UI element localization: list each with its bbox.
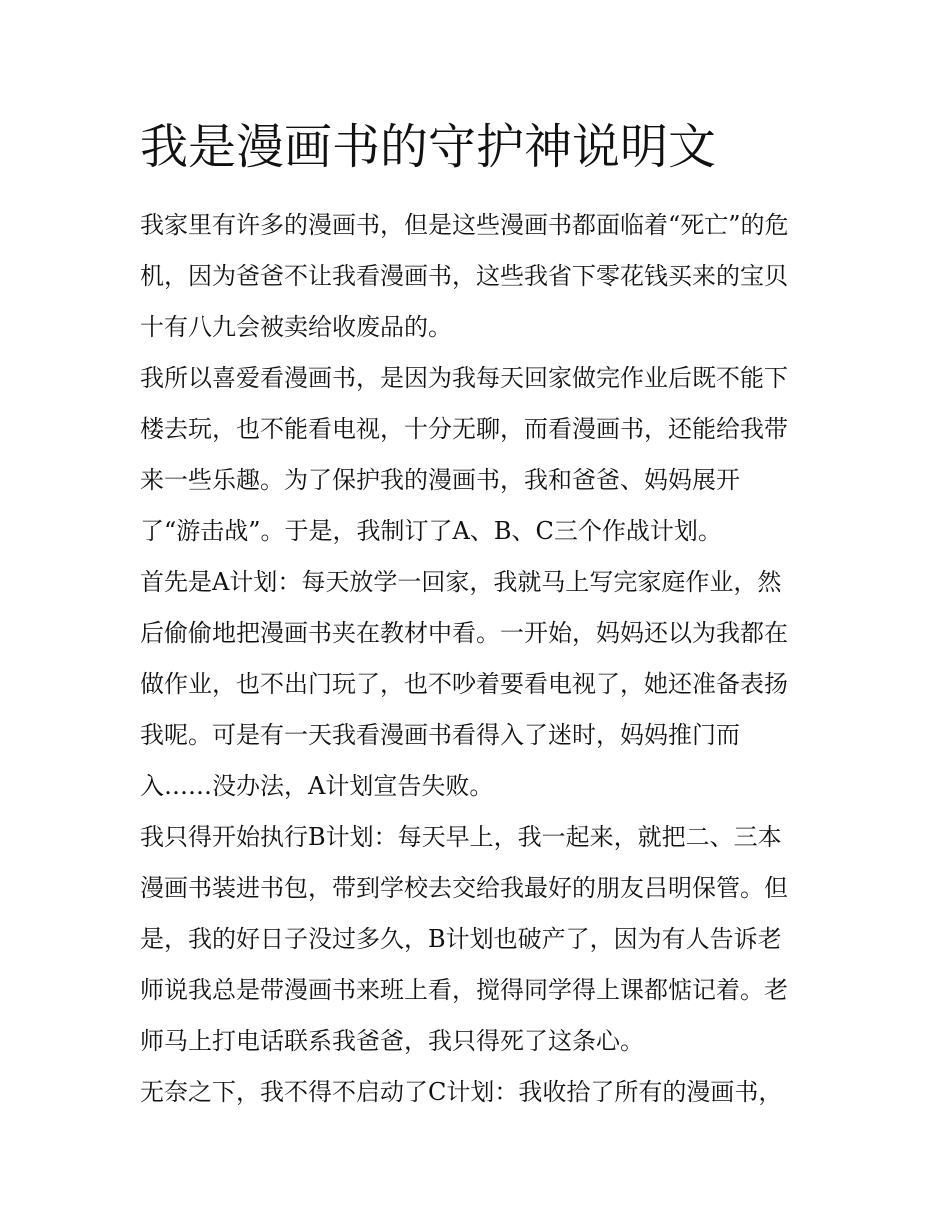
document-content: [140, 118, 820, 1118]
paragraph-4: [140, 812, 820, 1067]
text-line: 入……没办法，A计划宣告失败。: [140, 772, 494, 800]
text-line: 楼去玩，也不能看电视，十分无聊，而看漫画书，还能给我带: [140, 415, 788, 443]
text-line: 做作业，也不出门玩了，也不吵着要看电视了，她还准备表扬: [140, 670, 788, 698]
text-line: 无奈之下，我不得不启动了C计划：我收拾了所有的漫画书，: [140, 1078, 783, 1106]
text-line: 来一些乐趣。为了保护我的漫画书，我和爸爸、妈妈展开: [140, 466, 740, 494]
text-line: 是，我的好日子没过多久，B计划也破产了，因为有人告诉老: [140, 925, 782, 953]
text-line: 漫画书装进书包，带到学校去交给我最好的朋友吕明保管。但: [140, 874, 788, 902]
text-line: 了“游击战”。于是，我制订了A、B、C三个作战计划。: [140, 517, 722, 545]
paragraph-5: [140, 1067, 820, 1118]
text-line: 我呢。可是有一天我看漫画书看得入了迷时，妈妈推门而: [140, 721, 740, 749]
text-line: 首先是A计划：每天放学一回家，我就马上写完家庭作业，然: [140, 568, 782, 596]
text-line: 十有八九会被卖给收废品的。: [140, 313, 452, 341]
text-line: 后偷偷地把漫画书夹在教材中看。一开始，妈妈还以为我都在: [140, 619, 788, 647]
text-line: 我家里有许多的漫画书，但是这些漫画书都面临着“死亡”的危: [140, 211, 789, 239]
document-title: 我是漫画书的守护神说明文: [140, 119, 717, 175]
text-line: 我只得开始执行B计划：每天早上，我一起来，就把二、三本: [140, 823, 782, 851]
text-line: 师说我总是带漫画书来班上看，搅得同学得上课都惦记着。老: [140, 976, 788, 1004]
text-line: 师马上打电话联系我爸爸，我只得死了这条心。: [140, 1027, 644, 1055]
text-line: 我所以喜爱看漫画书，是因为我每天回家做完作业后既不能下: [140, 364, 788, 392]
paragraph-2: [140, 353, 820, 557]
paragraph-1: [140, 200, 820, 353]
paragraph-3: [140, 557, 820, 812]
text-line: 机，因为爸爸不让我看漫画书，这些我省下零花钱买来的宝贝: [140, 262, 788, 290]
